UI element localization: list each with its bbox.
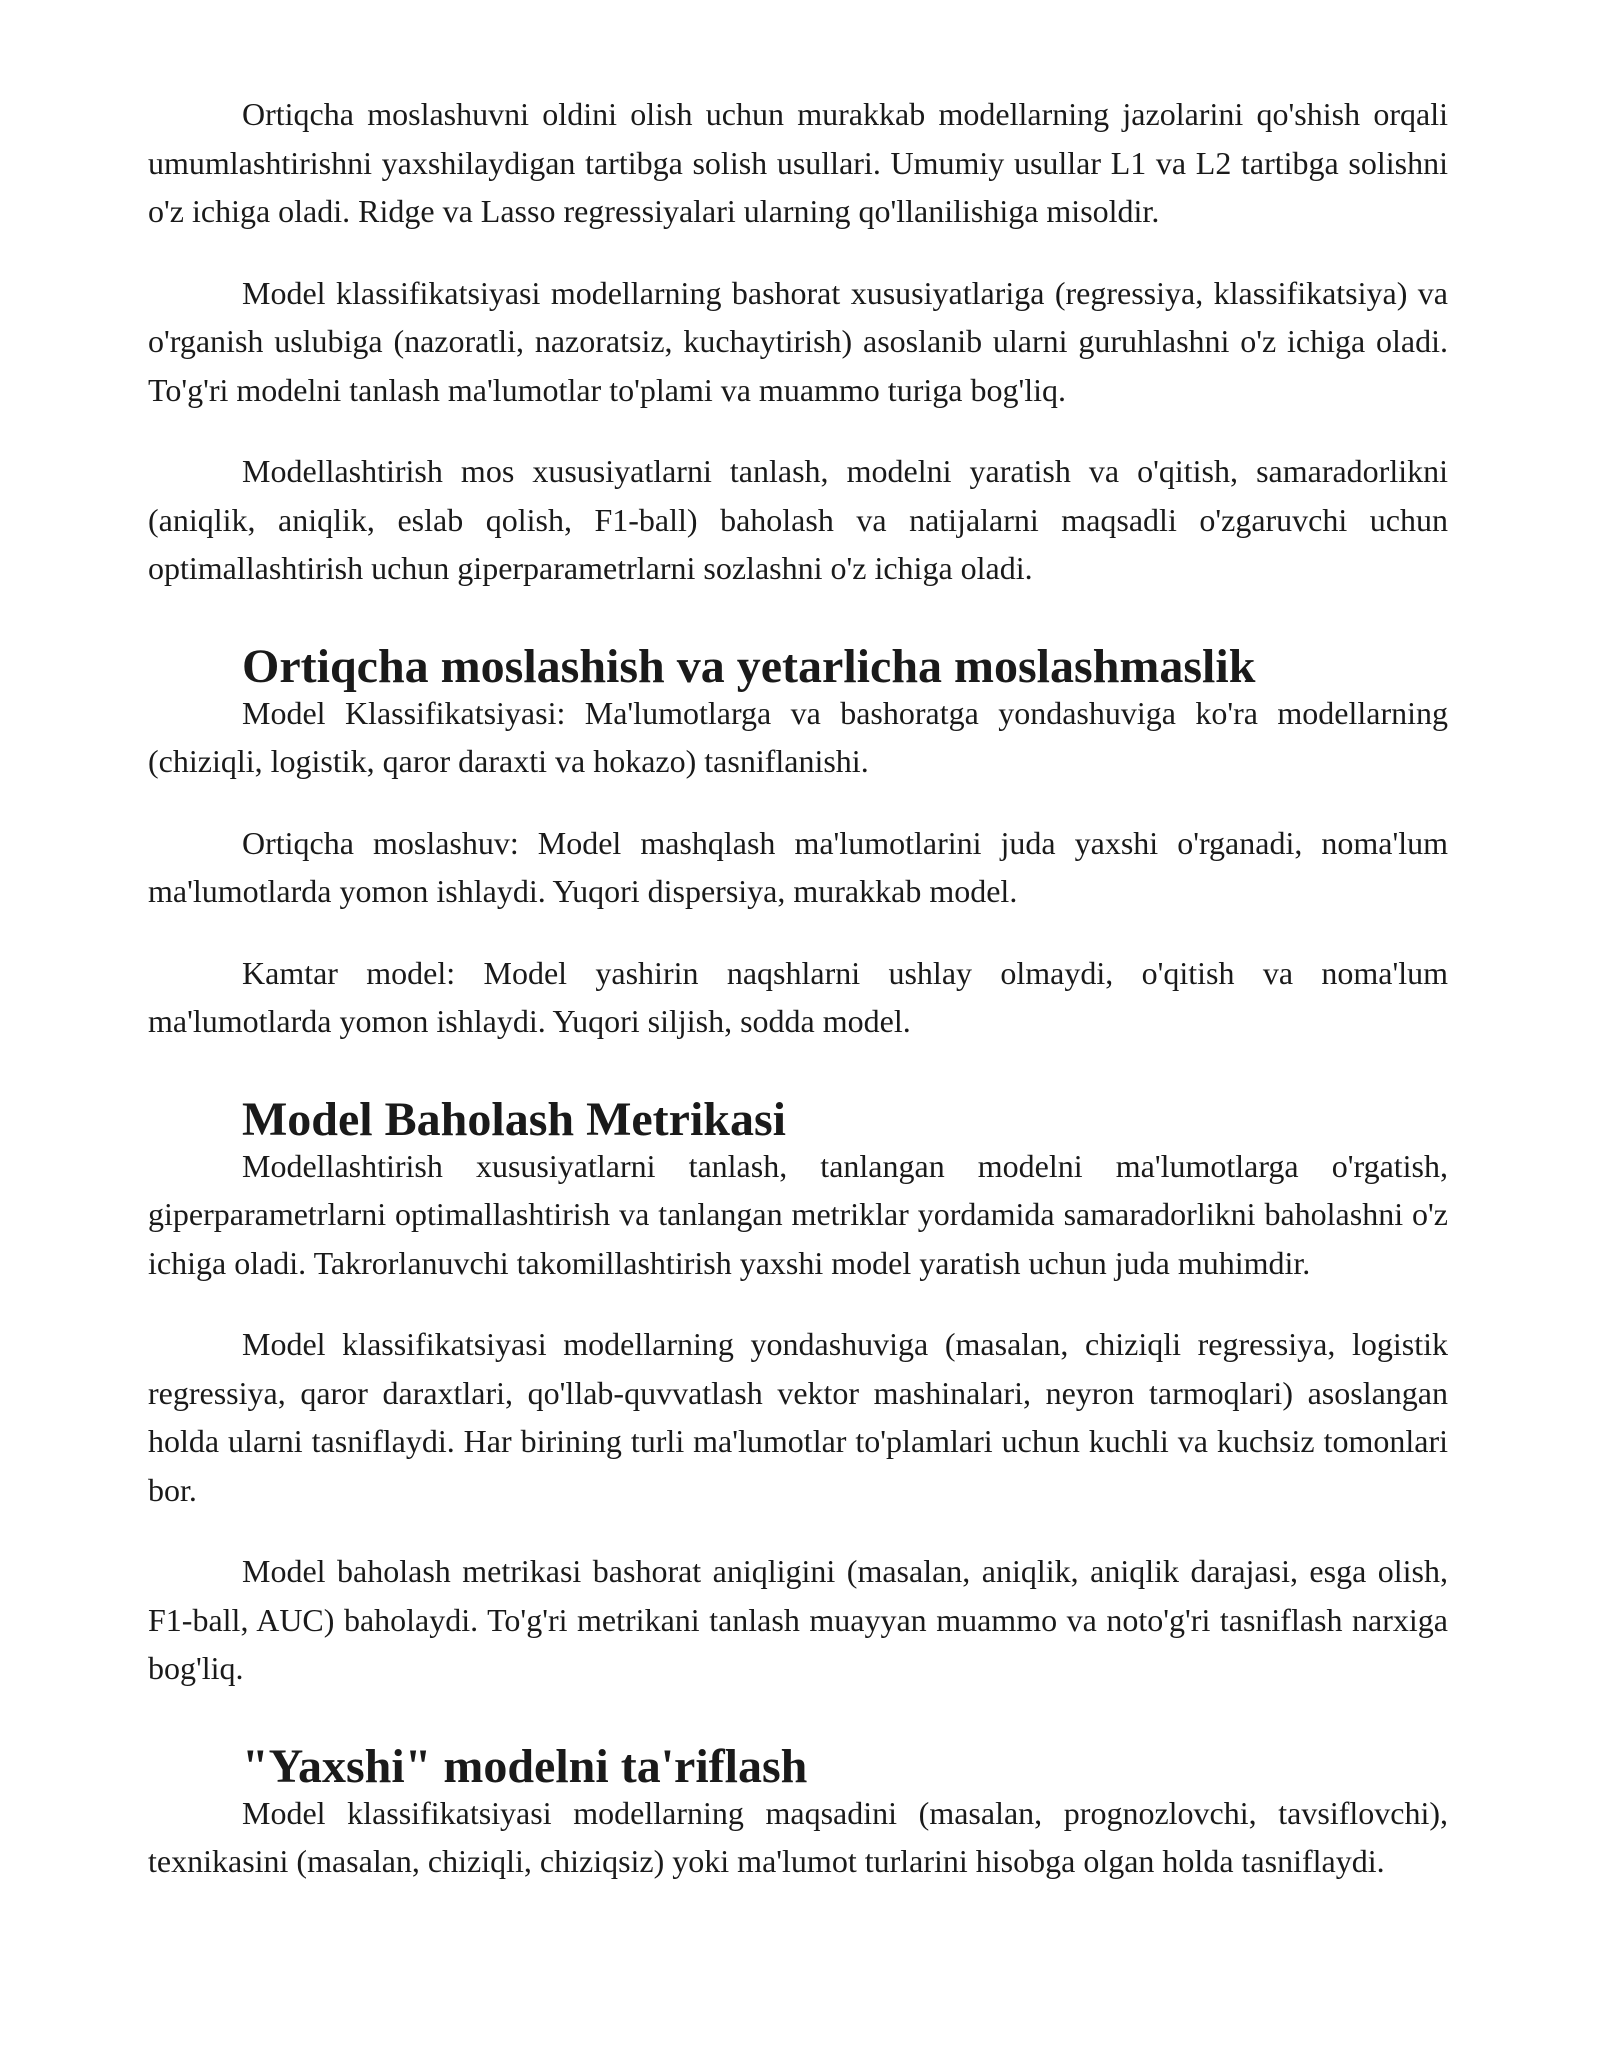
paragraph: Kamtar model: Model yashirin naqshlarni ushlay olmaydi, o'qitish va noma'lum ma'lumotlarda yomon ishlaydi. Yuqori siljish, sodda model. bbox=[148, 954, 1448, 1039]
paragraph: Model klassifikatsiyasi modellarning maqsadini (masalan, prognozlovchi, tavsiflovchi), texnikasini (masalan, chiziqli, chiziqsiz) yoki ma'lumot turlarini hisobga olgan holda tasniflaydi. bbox=[148, 1794, 1448, 1879]
paragraph: Ortiqcha moslashuv: Model mashqlash ma'lumotlarini juda yaxshi o'rganadi, noma'lum ma'lumotlarda yomon ishlaydi. Yuqori dispersiya, murakkab model. bbox=[148, 824, 1448, 909]
paragraph: Ortiqcha moslashuvni oldini olish uchun murakkab modellarning jazolarini qo'shish orqali umumlashtirishni yaxshilaydigan tartibga solish usullari. Umumiy usullar L1 va L2 tartibga solishni o'z ichiga oladi. Ridge va Lasso regressiyalari ularning qo'llanilishiga misoldir. bbox=[148, 96, 1448, 229]
document-page bbox=[148, 90, 1448, 1919]
paragraph: Modellashtirish xususiyatlarni tanlash, tanlangan modelni ma'lumotlarga o'rgatish, giperparametrlarni optimallashtirish va tanlangan metriklar yordamida samaradorlikni baholashni o'z ichiga oladi. Takrorlanuvchi takomillashtirish yaxshi model yaratish uchun juda muhimdir. bbox=[148, 1147, 1448, 1281]
paragraph: Model Klassifikatsiyasi: Ma'lumotlarga va bashoratga yondashuviga ko'ra modellarning (chiziqli, logistik, qaror daraxti va hokazo) tasniflanishi. bbox=[148, 694, 1448, 779]
paragraph: Model klassifikatsiyasi modellarning yondashuviga (masalan, chiziqli regressiya, logistik regressiya, qaror daraxtlari, qo'llab-quvvatlash vektor mashinalari, neyron tarmoqlari) asoslangan holda ularni tasniflaydi. Har birining turli ma'lumotlar to'plamlari uchun kuchli va kuchsiz tomonlari bor. bbox=[148, 1326, 1448, 1508]
paragraph: Model baholash metrikasi bashorat aniqligini (masalan, aniqlik, aniqlik darajasi, esga olish, F1-ball, AUC) baholaydi. To'g'ri metrikani tanlash muayyan muammo va noto'g'ri tasniflash narxiga bog'liq. bbox=[148, 1553, 1448, 1686]
paragraph: Modellashtirish mos xususiyatlarni tanlash, modelni yaratish va o'qitish, samaradorlikni (aniqlik, aniqlik, eslab qolish, F1-ball) baholash va natijalarni maqsadli o'zgaruvchi uchun optimallashtirish uchun giperparametrlarni sozlashni o'z ichiga oladi. bbox=[148, 453, 1448, 586]
section-heading: "Yaxshi" modelni ta'riflash bbox=[242, 1739, 808, 1793]
section-heading: Model Baholash Metrikasi bbox=[242, 1092, 787, 1146]
section-heading: Ortiqcha moslashish va yetarlicha moslashmaslik bbox=[242, 639, 1256, 693]
paragraph: Model klassifikatsiyasi modellarning bashorat xususiyatlariga (regressiya, klassifikatsiya) va o'rganish uslubiga (nazoratli, nazoratsiz, kuchaytirish) asoslanib ularni guruhlashni o'z ichiga oladi. To'g'ri modelni tanlash ma'lumotlar to'plami va muammo turiga bog'liq. bbox=[148, 274, 1448, 408]
